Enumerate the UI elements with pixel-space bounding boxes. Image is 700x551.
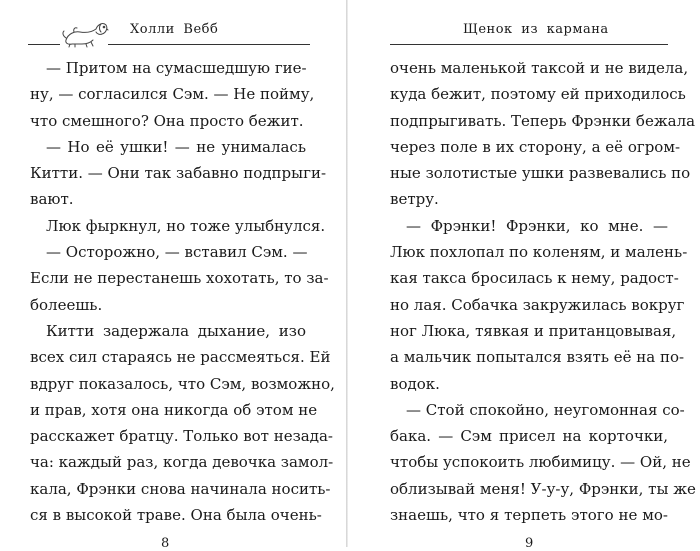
page-number: 8 [161,536,170,551]
page-number: 9 [525,536,534,551]
text-line: через поле в их сторону, а её огром- [390,137,681,156]
text-line: ну, — согласился Сэм. — Не пойму, [30,85,315,104]
text-line: Люк фыркнул, но тоже улыбнулся. [46,216,326,235]
header-rule [28,44,60,45]
text-line: — Притом на сумасшедшую гие- [46,59,307,77]
text-line: ся в высокой траве. Она была очень- [30,506,322,525]
body-text [390,55,696,528]
puppy-illustration-icon [60,14,110,48]
text-line: Китти задержала дыхание, изо [46,321,306,340]
text-line: ные золотистые ушки развевались по [390,164,691,183]
text-line: расскажет братцу. Только вот незада- [30,427,333,446]
header-rule [108,44,310,45]
text-line: очень маленькой таксой и не видела, [390,59,689,77]
left-page [0,0,346,551]
text-line: Если не перестанешь хохотать, то за- [30,269,329,288]
text-line: ветру. [390,190,439,209]
text-line: — Стой спокойно, неугомонная со- [406,400,685,419]
text-line: подпрыгивать. Теперь Фрэнки бежала [390,111,696,130]
text-line: облизывай меня! У-у-у, Фрэнки, ты же [390,479,696,498]
text-line: куда бежит, поэтому ей приходилось [390,85,686,104]
text-line: и прав, хотя она никогда об этом не [30,400,318,419]
text-line: водок. [390,374,440,393]
body-text [30,55,335,528]
text-line: — Но её ушки! — не унималась [46,137,306,156]
text-line: а мальчик попытался взять её на по- [390,348,685,367]
text-line: кая такса бросилась к нему, радост- [390,269,679,288]
text-line: всех сил стараясь не рассмеяться. Ей [30,348,331,367]
text-line: — Фрэнки! Фрэнки, ко мне. — [406,216,668,235]
text-line: но лая. Собачка закружилась вокруг [390,295,685,314]
text-line: вают. [30,190,74,209]
running-header-title: Щенок из кармана [463,22,609,37]
text-line: Люк похлопал по коленям, и малень- [390,243,688,262]
running-header-author: Холли Вебб [130,22,219,37]
text-line: кала, Фрэнки снова начинала носить- [30,479,331,498]
text-line: вдруг показалось, что Сэм, возможно, [30,374,335,393]
text-line: бака. — Сэм присел на корточки, [390,427,668,446]
text-line: Китти. — Они так забавно подпрыги- [30,164,327,183]
text-line: ча: каждый раз, когда девочка замол- [30,453,334,472]
text-line: чтобы успокоить любимицу. — Ой, не [390,453,691,472]
text-line: знаешь, что я терпеть этого не мо- [390,506,668,525]
text-line: болеешь. [30,295,103,314]
text-line: что смешного? Она просто бежит. [30,111,304,130]
text-line: ног Люка, тявкая и пританцовывая, [390,321,677,340]
right-page [348,0,700,551]
header-rule [390,44,668,45]
text-line: — Осторожно, — вставил Сэм. — [46,243,308,262]
